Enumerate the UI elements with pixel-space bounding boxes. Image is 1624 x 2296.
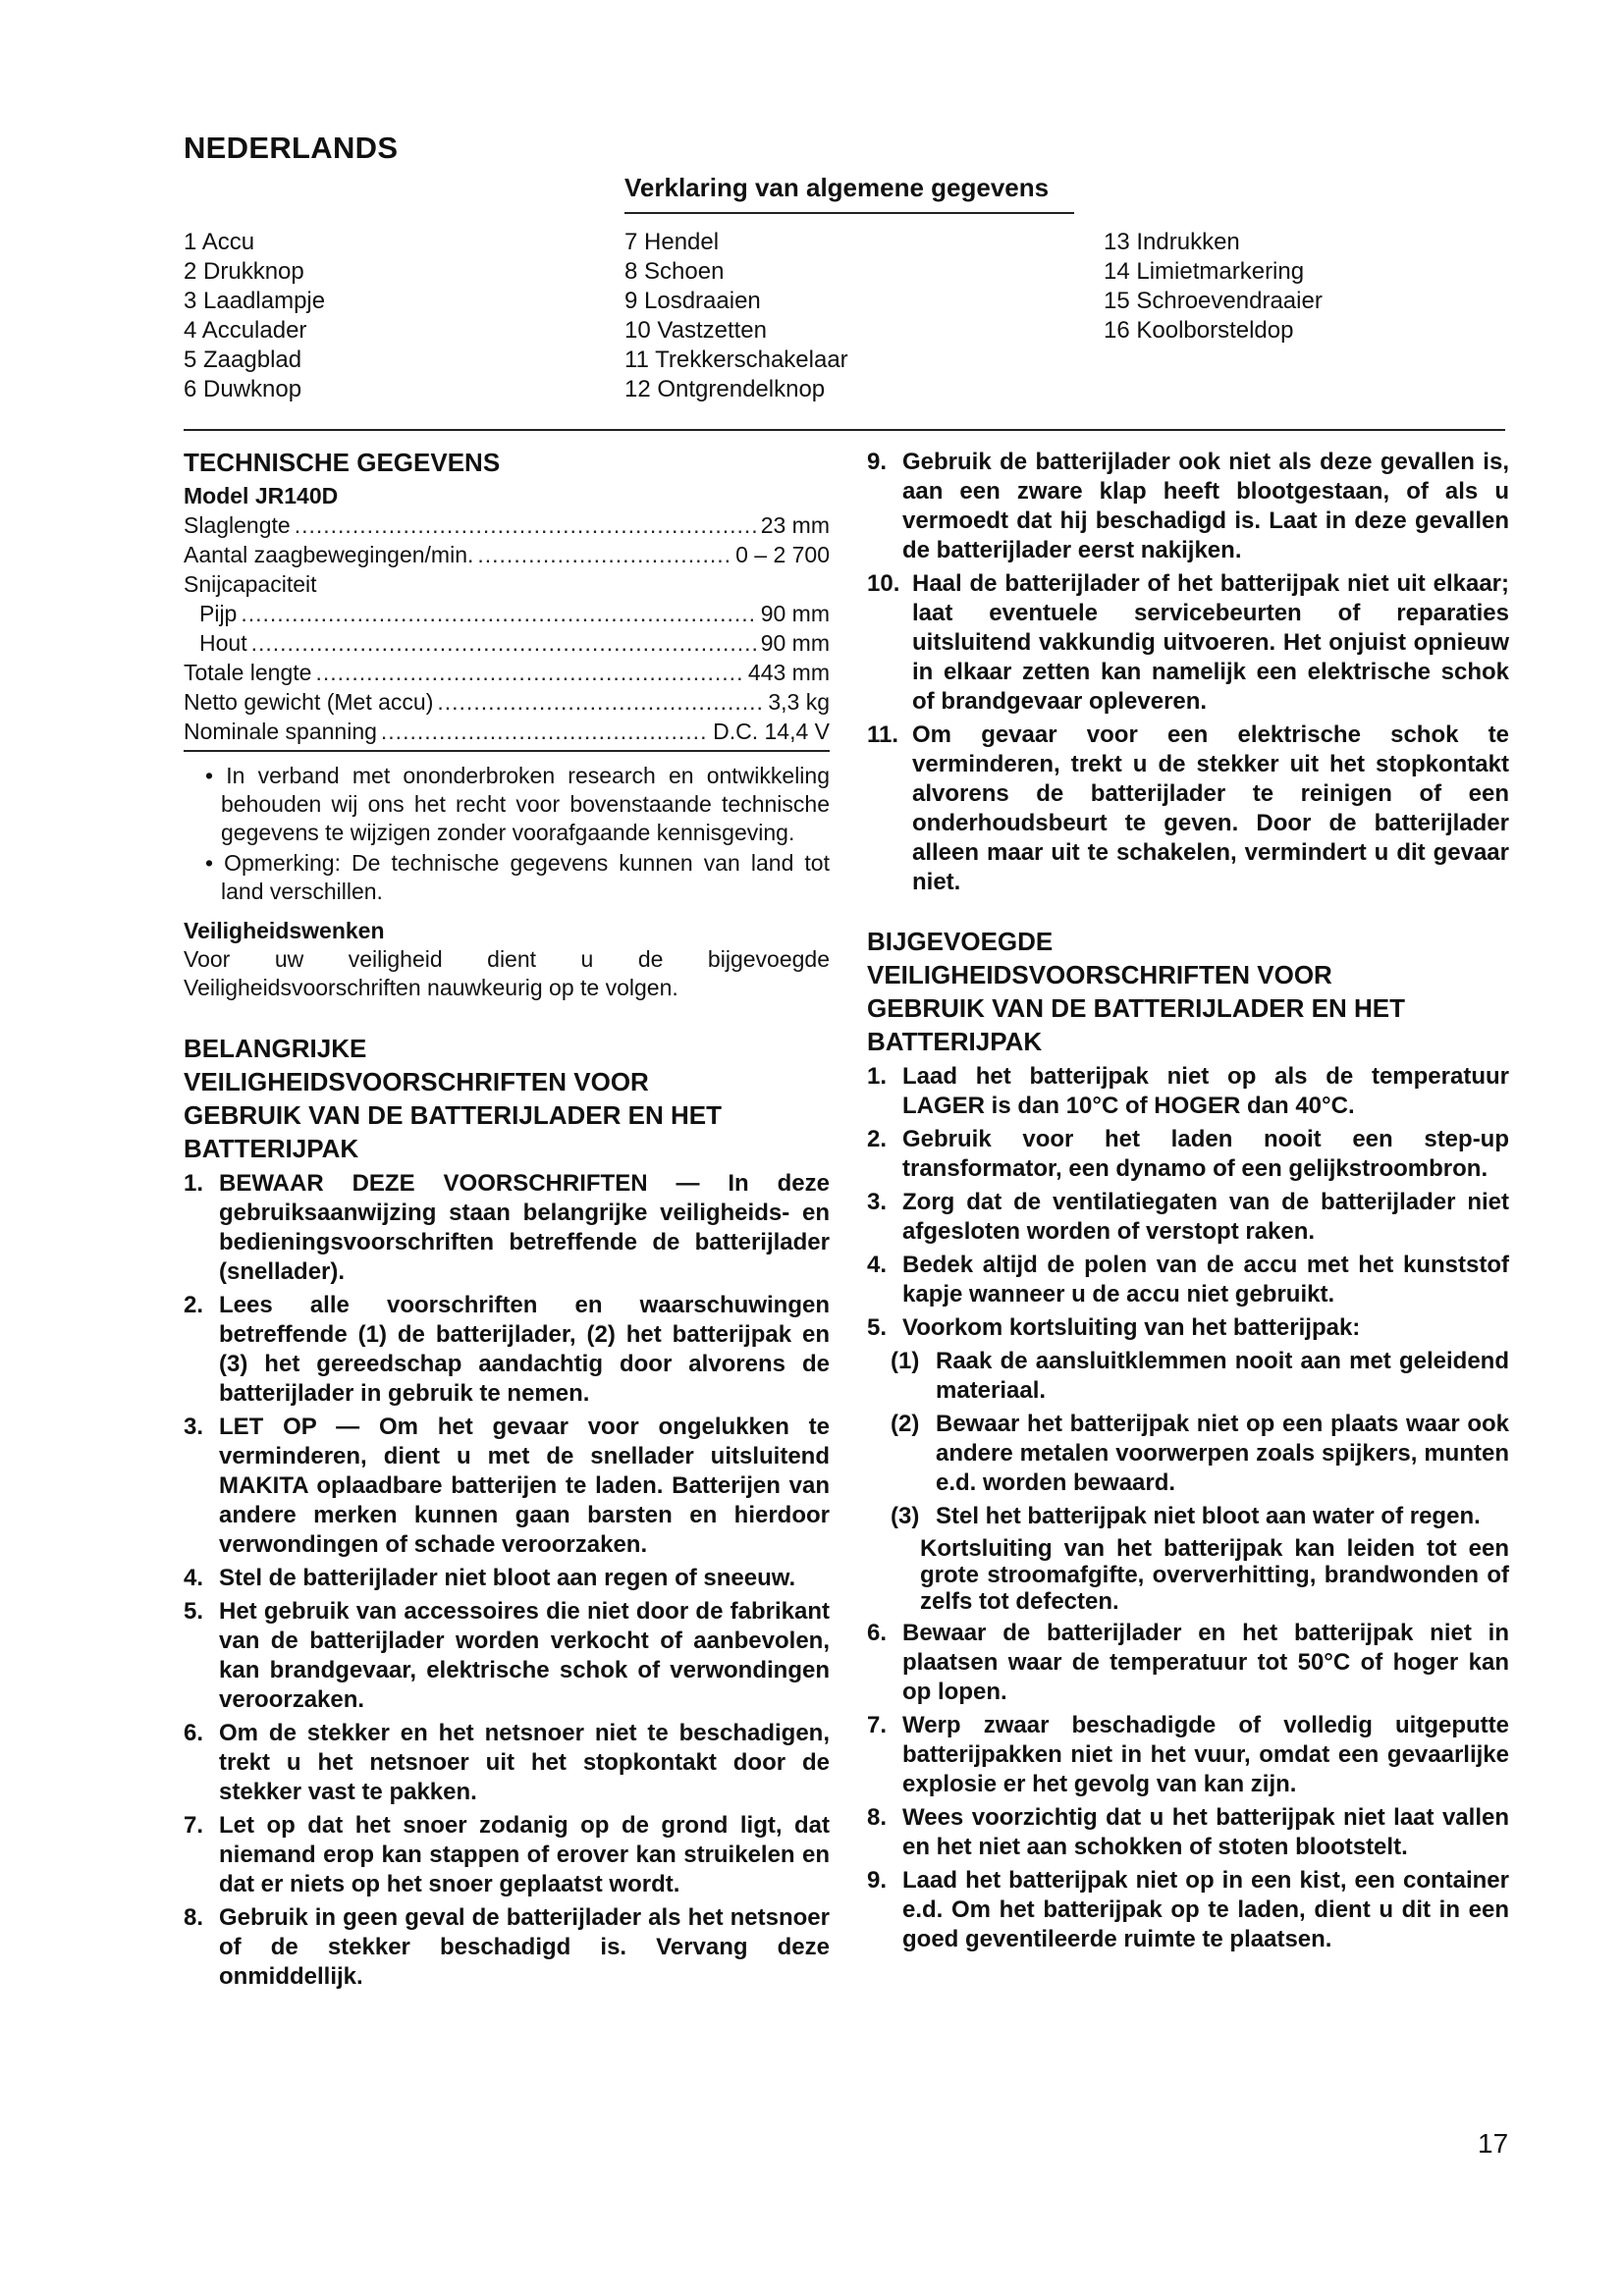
list-item: 7. Let op dat het snoer zodanig op de grond ligt, dat niemand erop kan stappen of erover kan struikelen en dat er niets op het snoer geplaatst wordt. [184,1812,830,1897]
legend-item: 3 Laadlampje [184,288,326,314]
left-column [184,442,830,1996]
section-title-line: BATTERIJPAK [184,1134,359,1163]
list-item: 10. Haal de batterijlader of het batterijpak niet uit elkaar; laat eventuele servicebeurten of reparaties uitsluitend vakkundig uitvoeren. Het onjuist opnieuw in elkaar zetten kan namelijk een elektrische schok of brandgevaar opleveren. [867,570,1509,715]
list-item: 2. Lees alle voorschriften en waarschuwingen betreffende (1) de batterijlader, (2) het batterijpak en (3) het gereedschap aandachtig door alvorens de batterijlader in gebruik te nemen. [184,1292,830,1407]
page-number: 17 [1478,2128,1509,2159]
legend-item: 13 Indrukken [1104,229,1240,255]
legend-column-1 [184,228,325,404]
spec-value: 443 mm [747,660,830,685]
list-item: 1. BEWAAR DEZE VOORSCHRIFTEN — In deze gebruiksaanwijzing staan belangrijke veiligheids- en bedieningsvoorschriften betreffende de batterijlader (snellader). [184,1170,830,1285]
spec-row-stroke [184,510,830,540]
spec-label: Nominale spanning [184,719,377,744]
list-item: 1. Laad het batterijpak niet op als de temperatuur LAGER is dan 10°C of HOGER dan 40°C. [867,1063,1509,1119]
list-item: 2. Gebruik voor het laden nooit een step-up transformator, een dynamo of een gelijkstroombron. [867,1126,1509,1182]
spec-value: 3,3 kg [768,689,830,715]
legend-item: 8 Schoen [624,258,725,285]
legend-item: 2 Drukknop [184,258,304,285]
legend-divider [624,212,1074,214]
list-item: (3) Stel het batterijpak niet bloot aan water of regen. [891,1503,1481,1529]
safety-tips-text: Voor uw veiligheid dient u de bijgevoegde Veiligheidsvoorschriften nauwkeurig op te volgen. [184,946,830,1000]
spec-row-wood [184,628,830,658]
section-title-line: GEBRUIK VAN DE BATTERIJLADER EN HET [867,993,1405,1023]
spec-row-capacity [184,569,830,599]
legend-item: 12 Ontgrendelknop [624,376,826,402]
spec-row-strokes-per-min [184,540,830,569]
list-item: 6. Om de stekker en het netsnoer niet te beschadigen, trekt u het netsnoer uit het stopkontakt door de stekker vast te pakken. [184,1720,830,1805]
legend-item: 5 Zaagblad [184,347,302,373]
section-divider [184,429,1505,431]
list-item: 7. Werp zwaar beschadigde of volledig uitgeputte batterijpakken niet in het vuur, omdat een gevaarlijke explosie er het gevolg van kan zijn. [867,1712,1509,1797]
spec-value: 90 mm [760,630,830,656]
important-list-right [867,448,1509,897]
legend-item: 11 Trekkerschakelaar [624,347,848,373]
spec-label: Totale lengte [184,660,312,685]
spec-value: 0 – 2 700 [735,542,830,567]
spec-value: D.C. 14,4 V [713,719,830,744]
list-item: 9. Laad het batterijpak niet op in een kist, een container e.d. Om het batterijpak op te laden, dient u dit in een goed geventileerde ruimte te plaatsen. [867,1867,1509,1952]
spec-value: 23 mm [760,512,830,538]
legend-heading: Verklaring van algemene gegevens [624,173,1050,202]
specs-divider [184,750,830,752]
list-item: 8. Gebruik in geen geval de batterijlader als het netsnoer of de stekker beschadigd is. Vervang deze onmiddellijk. [184,1904,830,1990]
list-item: (1) Raak de aansluitklemmen nooit aan met geleidend materiaal. [891,1348,1509,1404]
right-column [867,442,1509,1958]
spec-label: Hout [199,630,247,656]
spec-label: Aantal zaagbewegingen/min. [184,542,474,567]
legend-item: 1 Accu [184,229,255,255]
section-title-line: BELANGRIJKE [184,1034,367,1063]
list-item: (2) Bewaar het batterijpak niet op een plaats waar ook andere metalen voorwerpen zoals spijkers, munten e.d. worden bewaard. [891,1411,1509,1496]
list-item: 11. Om gevaar voor een elektrische schok te verminderen, trekt u de stekker uit het stopkontakt alvorens de batterijlader te reinigen of een onderhoudsbeurt te geven. Door de batterijlader alleen maar uit te schakelen, vermindert u dit gevaar niet. [867,721,1509,895]
section-title-line: VEILIGHEIDSVOORSCHRIFTEN VOOR [184,1067,649,1096]
specs-table [184,510,830,746]
legend-item: 7 Hendel [624,229,720,255]
list-item: 5. Het gebruik van accessoires die niet door de fabrikant van de batterijlader worden verkocht of aanbevolen, kan brandgevaar, elektrische schok of verwondingen veroorzaken. [184,1598,830,1713]
short-circuit-note: Kortsluiting van het batterijpak kan leiden tot een grote stroomafgifte, oververhitting, brandwonden of zelfs tot defecten. [920,1535,1509,1615]
language-title: NEDERLANDS [184,131,399,165]
section-title-line: BIJGEVOEGDE [867,927,1054,956]
legend-item: 9 Losdraaien [624,288,761,314]
legend-item: 15 Schroevendraaier [1104,288,1323,314]
spec-label: Snijcapaciteit [184,571,317,597]
legend-column-3 [1104,228,1323,346]
safety-tips-title: Veiligheidswenken [184,918,385,943]
list-item: 8. Wees voorzichtig dat u het batterijpak niet laat vallen en het niet aan schokken of stoten blootstelt. [867,1804,1509,1860]
legend-item: 4 Acculader [184,317,307,344]
spec-value: 90 mm [760,601,830,626]
legend-column-2 [624,228,848,404]
additional-list-b [867,1619,1509,1954]
short-circuit-sublist [867,1347,1509,1531]
important-list-left [184,1169,830,1992]
spec-label: Slaglengte [184,512,291,538]
section-title-line: GEBRUIK VAN DE BATTERIJLADER EN HET [184,1100,722,1130]
legend-item: 6 Duwknop [184,376,302,402]
spec-label: Netto gewicht (Met accu) [184,689,434,715]
spec-row-voltage [184,717,830,746]
legend-item: 14 Limietmarkering [1104,258,1305,285]
important-title [184,1032,830,1165]
list-item: 3. LET OP — Om het gevaar voor ongelukken te verminderen, dient u met de snellader uitsluitend MAKITA oplaadbare batterijen te laden. Batterijen van andere merken kunnen gaan barsten en hierdoor verwondingen of schade veroorzaken. [184,1414,830,1558]
section-title-line: VEILIGHEIDSVOORSCHRIFTEN VOOR [867,960,1332,989]
list-item: 6. Bewaar de batterijlader en het batterijpak niet in plaatsen waar de temperatuur tot 50°C of hoger kan op lopen. [867,1620,1509,1705]
list-item: 4. Bedek altijd de polen van de accu met het kunststof kapje wanneer u de accu niet gebruikt. [867,1252,1509,1308]
section-title-line: BATTERIJPAK [867,1027,1043,1056]
legend-item: 16 Koolborsteldop [1104,317,1294,344]
spec-row-pipe [184,599,830,628]
specs-note: • Opmerking: De technische gegevens kunnen van land tot land verschillen. [205,850,830,904]
additional-list-a [867,1062,1509,1343]
specs-title: TECHNISCHE GEGEVENS [184,448,501,477]
list-item: 9. Gebruik de batterijlader ook niet als deze gevallen is, aan een zware klap heeft blootgestaan, of als u vermoedt dat hij beschadigd is. Laat in deze gevallen de batterijlader eerst nakijken. [867,449,1509,563]
list-item: 3. Zorg dat de ventilatiegaten van de batterijlader niet afgesloten worden of verstopt raken. [867,1189,1509,1245]
model-label: Model JR140D [184,483,339,508]
list-item: 5. Voorkom kortsluiting van het batterijpak: [867,1314,1361,1341]
legend-item: 10 Vastzetten [624,317,767,344]
spec-row-weight [184,687,830,717]
spec-row-length [184,658,830,687]
additional-title [867,925,1509,1058]
spec-label: Pijp [199,601,238,626]
specs-note: • In verband met ononderbroken research en ontwikkeling behouden wij ons het recht voor bovenstaande technische gegevens te wijzigen zonder voorafgaande kennisgeving. [205,763,830,845]
list-item: 4. Stel de batterijlader niet bloot aan regen of sneeuw. [184,1565,796,1591]
